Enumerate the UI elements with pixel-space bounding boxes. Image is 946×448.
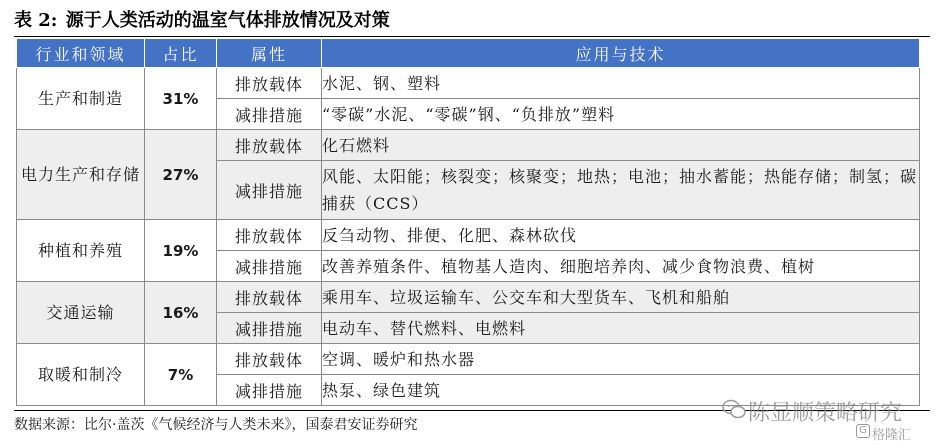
tech-cell: 电动车、替代燃料、电燃料 xyxy=(322,313,920,344)
type-cell: 排放载体 xyxy=(217,68,322,99)
type-cell: 排放载体 xyxy=(217,130,322,161)
table-title xyxy=(14,6,390,36)
table-caption: 源于人类活动的温室气体排放情况及对策 xyxy=(65,10,390,31)
header-industry: 行业和领域 xyxy=(17,39,145,68)
tech-cell: 改善养殖条件、植物基人造肉、细胞培养肉、减少食物浪费、植树 xyxy=(322,251,920,282)
g-logo-icon: G xyxy=(856,424,870,438)
header-row xyxy=(17,39,920,68)
tech-cell: 空调、暖炉和热水器 xyxy=(322,344,920,375)
share-cell: 16% xyxy=(145,282,217,344)
industry-cell: 取暖和制冷 xyxy=(17,344,145,406)
wechat-icon xyxy=(722,398,746,420)
tech-cell: 反刍动物、排便、化肥、森林砍伐 xyxy=(322,220,920,251)
type-cell: 排放载体 xyxy=(217,344,322,375)
table-row xyxy=(17,220,920,251)
type-cell: 排放载体 xyxy=(217,220,322,251)
watermark-text: 陈显顺策略研究 xyxy=(748,401,903,426)
header-share: 占比 xyxy=(145,39,217,68)
title-rule xyxy=(14,36,930,37)
brand-watermark: 格隆汇 xyxy=(872,428,912,443)
share-cell: 31% xyxy=(145,68,217,130)
source-note: 数据来源：比尔·盖茨《气候经济与人类未来》，国泰君安证券研究 xyxy=(14,417,418,433)
type-cell: 减排措施 xyxy=(217,375,322,406)
table-number: 表 2: xyxy=(14,10,58,31)
tech-cell: 热泵、绿色建筑 xyxy=(322,375,920,406)
industry-cell: 种植和养殖 xyxy=(17,220,145,282)
tech-cell: 乘用车、垃圾运输车、公交车和大型货车、飞机和船舶 xyxy=(322,282,920,313)
tech-cell: 水泥、钢、塑料 xyxy=(322,68,920,99)
header-technology: 应用与技术 xyxy=(322,39,920,68)
header-attribute: 属性 xyxy=(217,39,322,68)
industry-cell: 生产和制造 xyxy=(17,68,145,130)
table-row xyxy=(17,282,920,313)
industry-cell: 电力生产和存储 xyxy=(17,130,145,220)
table-row xyxy=(17,68,920,99)
tech-cell: “零碳”水泥、“零碳”钢、“负排放”塑料 xyxy=(322,99,920,130)
type-cell: 排放载体 xyxy=(217,282,322,313)
type-cell: 减排措施 xyxy=(217,161,322,220)
table-row xyxy=(17,130,920,161)
tech-cell: 风能、太阳能；核裂变；核聚变；地热；电池；抽水蓄能；热能存储；制氢；碳捕获（CCS） xyxy=(322,161,920,220)
share-cell: 7% xyxy=(145,344,217,406)
table-row xyxy=(17,344,920,375)
industry-cell: 交通运输 xyxy=(17,282,145,344)
type-cell: 减排措施 xyxy=(217,251,322,282)
emissions-table xyxy=(16,38,920,406)
type-cell: 减排措施 xyxy=(217,313,322,344)
share-cell: 19% xyxy=(145,220,217,282)
tech-cell: 化石燃料 xyxy=(322,130,920,161)
share-cell: 27% xyxy=(145,130,217,220)
type-cell: 减排措施 xyxy=(217,99,322,130)
